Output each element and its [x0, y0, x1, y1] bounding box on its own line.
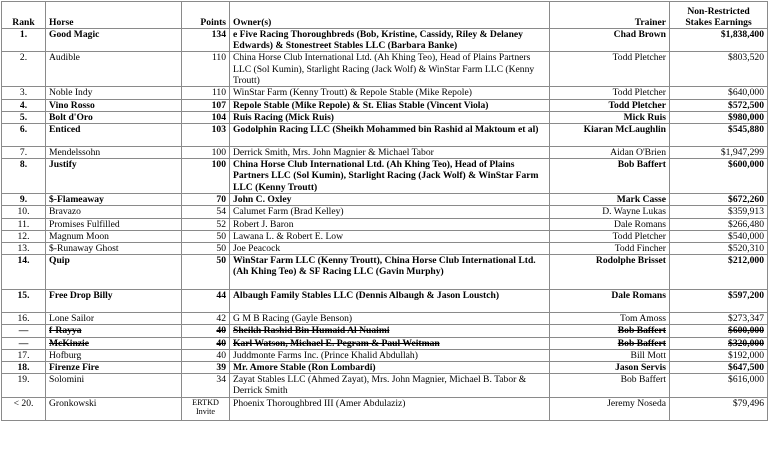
horse-cell: Bravazo [46, 206, 182, 218]
trainer-cell: Jason Servis [550, 362, 670, 374]
table-row [2, 218, 768, 230]
rank-cell: 9. [2, 194, 46, 206]
owners-cell: John C. Oxley [230, 194, 550, 206]
trainer-cell: Mick Ruis [550, 111, 670, 123]
table-row [2, 206, 768, 218]
rank-cell: 3. [2, 87, 46, 99]
points-cell: 70 [182, 194, 230, 206]
trainer-cell: Aidan O'Brien [550, 147, 670, 159]
trainer-cell: Rodolphe Brisset [550, 255, 670, 290]
points-cell: 100 [182, 159, 230, 194]
points-cell: 40 [182, 337, 230, 349]
owners-cell: Lawana L. & Robert E. Low [230, 230, 550, 242]
horse-cell: Solomini [46, 374, 182, 397]
trainer-cell: Todd Pletcher [550, 87, 670, 99]
points-cell: 40 [182, 349, 230, 361]
horse-cell: Promises Fulfilled [46, 218, 182, 230]
trainer-cell: Tom Amoss [550, 313, 670, 325]
points-cell: 40 [182, 325, 230, 337]
header-trainer: Trainer [550, 2, 670, 29]
horse-cell: Lone Sailor [46, 313, 182, 325]
horse-cell: Mendelssohn [46, 147, 182, 159]
points-cell: 100 [182, 147, 230, 159]
trainer-cell: Todd Fincher [550, 243, 670, 255]
horse-cell: Audible [46, 52, 182, 87]
horse-cell: Magnum Moon [46, 230, 182, 242]
horse-cell: Justify [46, 159, 182, 194]
rank-cell: 14. [2, 255, 46, 290]
table-row-struck [2, 337, 768, 349]
table-row [2, 374, 768, 397]
header-owners: Owner(s) [230, 2, 550, 29]
header-rank: Rank [2, 2, 46, 29]
earnings-cell: $545,880 [670, 124, 768, 147]
horse-cell: Quip [46, 255, 182, 290]
horse-cell: Gronkowski [46, 397, 182, 420]
owners-cell: Zayat Stables LLC (Ahmed Zayat), Mrs. John Magnier, Michael B. Tabor & Derrick Smith [230, 374, 550, 397]
owners-cell: Calumet Farm (Brad Kelley) [230, 206, 550, 218]
earnings-cell: $572,500 [670, 99, 768, 111]
trainer-cell: Jeremy Noseda [550, 397, 670, 420]
owners-cell: Godolphin Racing LLC (Sheikh Mohammed bin Rashid al Maktoum et al) [230, 124, 550, 147]
trainer-cell: Bob Baffert [550, 159, 670, 194]
rank-cell: 1. [2, 29, 46, 52]
earnings-cell: $273,347 [670, 313, 768, 325]
points-cell: 134 [182, 29, 230, 52]
horse-cell: Free Drop Billy [46, 290, 182, 313]
trainer-cell: Mark Casse [550, 194, 670, 206]
table-row [2, 397, 768, 420]
header-horse: Horse [46, 2, 182, 29]
owners-cell: Joe Peacock [230, 243, 550, 255]
earnings-cell: $980,000 [670, 111, 768, 123]
rank-cell: < 20. [2, 397, 46, 420]
owners-cell: Ruis Racing (Mick Ruis) [230, 111, 550, 123]
earnings-cell: $640,000 [670, 87, 768, 99]
earnings-cell: $600,000 [670, 159, 768, 194]
earnings-cell: $600,000 [670, 325, 768, 337]
horse-cell: $-Flameaway [46, 194, 182, 206]
rank-cell: 17. [2, 349, 46, 361]
points-cell: 50 [182, 230, 230, 242]
owners-cell: Derrick Smith, Mrs. John Magnier & Michael Tabor [230, 147, 550, 159]
earnings-cell: $1,838,400 [670, 29, 768, 52]
rank-cell: 16. [2, 313, 46, 325]
earnings-cell: $266,480 [670, 218, 768, 230]
header-points: Points [182, 2, 230, 29]
owners-cell: Juddmonte Farms Inc. (Prince Khalid Abdullah) [230, 349, 550, 361]
points-cell: 107 [182, 99, 230, 111]
table-row [2, 99, 768, 111]
owners-cell: Karl Watson, Michael E. Pegram & Paul Weitman [230, 337, 550, 349]
table-row-struck [2, 325, 768, 337]
earnings-cell: $1,947,299 [670, 147, 768, 159]
trainer-cell: Bob Baffert [550, 337, 670, 349]
trainer-cell: Bob Baffert [550, 374, 670, 397]
owners-cell: e Five Racing Thoroughbreds (Bob, Kristine, Cassidy, Riley & Delaney Edwards) & Stonestreet Stables LLC (Barbara Banke) [230, 29, 550, 52]
trainer-cell: Todd Pletcher [550, 99, 670, 111]
table-row [2, 111, 768, 123]
table-row [2, 87, 768, 99]
horse-cell: Noble Indy [46, 87, 182, 99]
table-row [2, 147, 768, 159]
table-row [2, 29, 768, 52]
owners-cell: WinStar Farm LLC (Kenny Troutt), China Horse Club International Ltd. (Ah Khing Teo) & SF Racing LLC (Gavin Murphy) [230, 255, 550, 290]
owners-cell: China Horse Club International Ltd. (Ah Khing Teo), Head of Plains Partners LLC (Sol Kumin), Starlight Racing (Jack Wolf) & WinStar Farm LLC (Kenny Troutt) [230, 52, 550, 87]
horse-cell: Bolt d'Oro [46, 111, 182, 123]
earnings-cell: $647,500 [670, 362, 768, 374]
table-row [2, 124, 768, 147]
rank-cell: 12. [2, 230, 46, 242]
trainer-cell: Bob Baffert [550, 325, 670, 337]
points-cell: 39 [182, 362, 230, 374]
rank-cell: 15. [2, 290, 46, 313]
rank-cell: 8. [2, 159, 46, 194]
trainer-cell: Todd Pletcher [550, 52, 670, 87]
trainer-cell: D. Wayne Lukas [550, 206, 670, 218]
table-row [2, 230, 768, 242]
horse-cell: Enticed [46, 124, 182, 147]
earnings-cell: $597,200 [670, 290, 768, 313]
points-cell: 103 [182, 124, 230, 147]
table-row [2, 159, 768, 194]
trainer-cell: Dale Romans [550, 290, 670, 313]
table-row [2, 349, 768, 361]
owners-cell: Albaugh Family Stables LLC (Dennis Albaugh & Jason Loustch) [230, 290, 550, 313]
earnings-cell: $192,000 [670, 349, 768, 361]
trainer-cell: Bill Mott [550, 349, 670, 361]
earnings-cell: $359,913 [670, 206, 768, 218]
earnings-cell: $320,000 [670, 337, 768, 349]
owners-cell: G M B Racing (Gayle Benson) [230, 313, 550, 325]
header-earnings: Non-Restricted Stakes Earnings [670, 2, 768, 29]
points-cell: 44 [182, 290, 230, 313]
owners-cell: Robert J. Baron [230, 218, 550, 230]
rank-cell: 11. [2, 218, 46, 230]
horse-cell: McKinzie [46, 337, 182, 349]
table-row [2, 243, 768, 255]
leaderboard-table [1, 1, 768, 421]
rank-cell: 6. [2, 124, 46, 147]
earnings-cell: $520,310 [670, 243, 768, 255]
horse-cell: Firenze Fire [46, 362, 182, 374]
rank-cell: — [2, 325, 46, 337]
points-cell: 50 [182, 243, 230, 255]
owners-cell: Mr. Amore Stable (Ron Lombardi) [230, 362, 550, 374]
owners-cell: Repole Stable (Mike Repole) & St. Elias Stable (Vincent Viola) [230, 99, 550, 111]
horse-cell: $-Runaway Ghost [46, 243, 182, 255]
points-cell: 54 [182, 206, 230, 218]
rank-cell: — [2, 337, 46, 349]
horse-cell: Good Magic [46, 29, 182, 52]
horse-cell: f-Rayya [46, 325, 182, 337]
rank-cell: 2. [2, 52, 46, 87]
trainer-cell: Kiaran McLaughlin [550, 124, 670, 147]
rank-cell: 5. [2, 111, 46, 123]
owners-cell: Sheikh Rashid Bin Humaid Al Nuaimi [230, 325, 550, 337]
owners-cell: China Horse Club International Ltd. (Ah Khing Teo), Head of Plains Partners LLC (Sol Kumin), Starlight Racing (Jack Wolf) & WinStar Farm LLC (Kenny Troutt) [230, 159, 550, 194]
owners-cell: WinStar Farm (Kenny Troutt) & Repole Stable (Mike Repole) [230, 87, 550, 99]
rank-cell: 19. [2, 374, 46, 397]
points-cell: 50 [182, 255, 230, 290]
table-row [2, 52, 768, 87]
points-cell: ERTKD Invite [182, 397, 230, 420]
trainer-cell: Todd Pletcher [550, 230, 670, 242]
points-cell: 52 [182, 218, 230, 230]
horse-cell: Hofburg [46, 349, 182, 361]
table-row [2, 255, 768, 290]
earnings-cell: $803,520 [670, 52, 768, 87]
points-cell: 110 [182, 87, 230, 99]
points-cell: 104 [182, 111, 230, 123]
points-cell: 110 [182, 52, 230, 87]
table-row [2, 362, 768, 374]
points-cell: 42 [182, 313, 230, 325]
rank-cell: 13. [2, 243, 46, 255]
earnings-cell: $212,000 [670, 255, 768, 290]
trainer-cell: Dale Romans [550, 218, 670, 230]
table-row [2, 194, 768, 206]
header-row [2, 2, 768, 29]
table-row [2, 313, 768, 325]
points-cell: 34 [182, 374, 230, 397]
rank-cell: 7. [2, 147, 46, 159]
horse-cell: Vino Rosso [46, 99, 182, 111]
earnings-cell: $672,260 [670, 194, 768, 206]
owners-cell: Phoenix Thoroughbred III (Amer Abdulaziz) [230, 397, 550, 420]
earnings-cell: $540,000 [670, 230, 768, 242]
earnings-cell: $616,000 [670, 374, 768, 397]
trainer-cell: Chad Brown [550, 29, 670, 52]
rank-cell: 18. [2, 362, 46, 374]
earnings-cell: $79,496 [670, 397, 768, 420]
table-row [2, 290, 768, 313]
rank-cell: 10. [2, 206, 46, 218]
rank-cell: 4. [2, 99, 46, 111]
